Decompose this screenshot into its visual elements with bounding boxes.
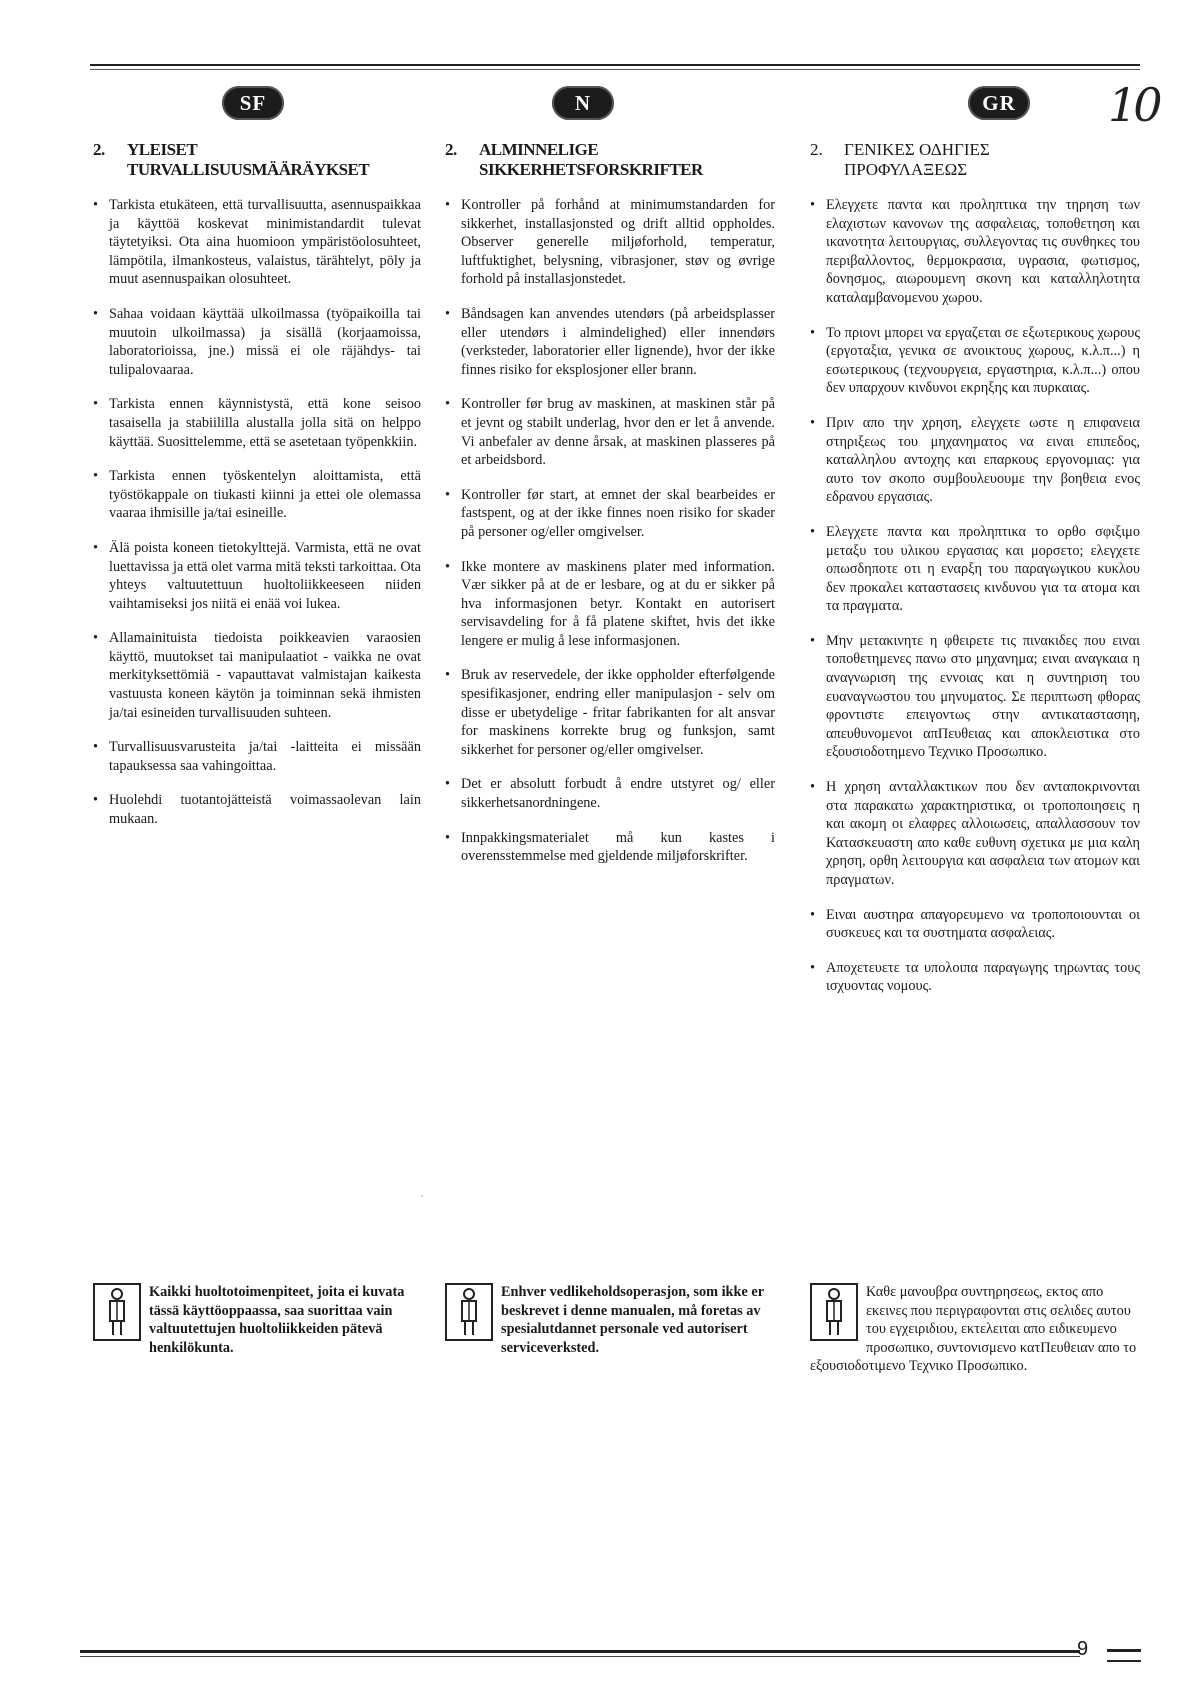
list-item: • Bruk av reservedele, der ikke oppholder efterfølgende spesifikasjoner, endring eller manipulasjon - selv om disse er ubetydelige - fritar fabrikanten for alt ansvar for maskinens korrekte brug og funksjon, samt sikkerhet for personer og/eller omgivelser.	[445, 666, 775, 759]
section-heading-gr	[810, 140, 1140, 180]
list-item: • Kontroller på forhånd at minimumstandarden for sikkerhet, installasjonsted og drift alltid oppholdes. Observer generelle miljøforhold, temperatur, luftfuktighet, belysning, vibrasjoner, støv og øvrige forhold på installasjonstedet.	[445, 196, 775, 289]
list-item: • Ειναι αυστηρα απαγορευμενο να τροποποιουνται οι συσκευες και τα συστηματα ασφαλειας.	[810, 906, 1140, 943]
list-item: • Μην μετακινητε η φθειρετε τις πινακιδες που ειναι τοποθετημενες πανω στο μηχανημα; ειναι αναγκαια η αναγνωριση της εννοιας και η συντηριση του ευαναγνωστου του μηνυματος. Σε περιπτωση φθορας φροντιστε επειγοντως στην αντικαταστασηη, απευθυνομενοι απΠευθειας και αποκλειστικα στο εξουσιοδοτημενο Τεχνικο Προσωπικο.	[810, 632, 1140, 762]
list-item: • Turvallisuusvarusteita ja/tai -laitteita ei missään tapauksessa saa vahingoittaa.	[93, 738, 421, 775]
list-item: • Huolehdi tuotantojätteistä voimassaolevan lain mukaan.	[93, 791, 421, 828]
bullet-list-n	[445, 196, 775, 866]
page-number-dash	[1107, 1649, 1141, 1662]
section-title-line1: ALMINNELIGE	[479, 140, 599, 159]
bottom-rule-thin	[80, 1656, 1080, 1657]
maintenance-note-gr	[810, 1283, 1140, 1376]
note-text: Kaikki huoltotoimenpiteet, joita ei kuvata tässä käyttöoppaassa, saa suorittaa vain valtuutettujen huoltoliikkeiden pätevä henkilökunta.	[149, 1284, 405, 1356]
bullet-list-sf	[93, 196, 421, 829]
list-item: • Tarkista etukäteen, että turvallisuutta, asennuspaikkaa ja käyttöä koskevat minimistandardit tulevat täytetyiksi. Ota aina huomioon ympäristöolosuhteet, lämpötila, ilmankosteus, valaistus, tärähtelyt, pöly ja muut asennuspaikan olosuhteet.	[93, 196, 421, 289]
language-badge-sf: SF	[222, 86, 284, 120]
maintenance-note-n	[445, 1283, 767, 1357]
bottom-rule	[80, 1650, 1080, 1653]
list-item: • Αποχετευετε τα υπολοιπα παραγωγης τηρωντας τους ισχυοντας νομους.	[810, 959, 1140, 996]
list-item: • Allamainituista tiedoista poikkeavien varaosien käyttö, muutokset tai manipulaatiot - vaikka ne ovat merkityksettömiä - vapauttavat valmistajan kaikesta vastuusta koneen käytön ja toiminnan sekä ihmisten ja/tai esineiden turvallisuuden suhteen.	[93, 629, 421, 722]
language-badge-n: N	[552, 86, 614, 120]
page-number: 9	[1077, 1638, 1089, 1660]
section-title-line2: SIKKERHETSFORSKRIFTER	[479, 160, 703, 179]
section-title	[127, 140, 369, 180]
maintenance-note-sf	[93, 1283, 415, 1357]
list-item: • Kontroller før brug av maskinen, at maskinen står på et jevnt og stabilt underlag, hvor den er let å anvende. Vi anbefaler av denne årsak, at maskinen plasseres på et arbeidsbord.	[445, 395, 775, 469]
column-sf	[93, 140, 421, 845]
list-item: • Η χρηση ανταλλακτικων που δεν ανταποκρινονται στα παρακατω χαρακτηριστικα, οι τροποποιησεις η και ακομη οι ελαφρες αλλοιωσεις, απαλλασσουν τον Κατασκευαστη απο καθε ευθυνη σχετικα με μια καλη χρηση, ορθη λειτουργια και ασφαλεια των ατομων και πραγματων.	[810, 778, 1140, 890]
list-item: • Älä poista koneen tietokylttejä. Varmista, että ne ovat luettavissa ja että olet varma mitä teksti tarkoittaa. Ota yhteys valtuutettuun huoltoliikkeeseen niiden vaihtamiseksi jos niitä ei enää voi lukea.	[93, 539, 421, 613]
top-rule-thin	[90, 69, 1140, 70]
section-heading-n	[445, 140, 775, 180]
list-item: • Båndsagen kan anvendes utendørs (på arbeidsplasser eller utendørs i almindelighed) eller innendørs (verksteder, laboratorier eller lignende), hvor der ikke finnes risiko for eksplosjoner eller brann.	[445, 305, 775, 379]
list-item: • Innpakkingsmaterialet må kun kastes i overensstemmelse med gjeldende miljøforskrifter.	[445, 829, 775, 866]
section-title	[844, 140, 990, 180]
section-title-line1: YLEISET	[127, 140, 198, 159]
section-title-line2: TURVALLISUUSMÄÄRÄYKSET	[127, 160, 370, 179]
section-title	[479, 140, 703, 180]
section-heading-sf	[93, 140, 421, 180]
list-item: • Ελεγχετε παντα και προληπτικα την τηρηση των ελαχιστων κανονων της ασφαλειας, τοποθετηση και ικανοτητα λειτουργιας, συλλεγοντας τις συνθηκες του περιβαλλοντος, θερμοκρασια, υγρασια, φωτισμος, δονησμος, αιωρουμενη σκονη και καταλληλοτητα καταλαμβανομενου χωρου.	[810, 196, 1140, 308]
handwritten-page-mark: 10	[1108, 78, 1159, 132]
maintenance-technician-icon	[445, 1283, 493, 1341]
list-item: • Tarkista ennen työskentelyn aloittamista, että työstökappale on tiukasti kiinni ja ettei ole olemassa vaaraa ihmisille ja/tai esineille.	[93, 467, 421, 523]
section-number: 2.	[93, 140, 105, 159]
column-n	[445, 140, 775, 882]
section-title-line1: ΓΕΝΙΚΕΣ ΟΔΗΓΙΕΣ	[844, 140, 990, 159]
note-text: Καθε μανουβρα συντηρησεως, εκτος απο εκεινες που περιγραφονται στις σελιδες αυτου του εγχειριδιου, εκτελειται απο ειδικευμενο προσωπικο, συντονισμενο κατΠευθειαν απο το εξουσιοδοτιμενο Τεχνικο Προσωπικο.	[810, 1284, 1137, 1375]
scan-mark: ˙	[420, 1192, 424, 1206]
section-number: 2.	[810, 140, 823, 159]
list-item: • Tarkista ennen käynnistystä, että kone seisoo tasaisella ja stabiililla alustalla jolla sitä on helppo käyttää. Suosittelemme, että se asetetaan työpenkkiin.	[93, 395, 421, 451]
maintenance-technician-icon	[93, 1283, 141, 1341]
section-number: 2.	[445, 140, 457, 159]
section-title-line2: ΠΡΟΦΥΛΑΞΕΩΣ	[844, 160, 968, 179]
bullet-list-gr	[810, 196, 1140, 996]
language-badge-gr: GR	[968, 86, 1030, 120]
list-item: • Πριν απο την χρηση, ελεγχετε ωστε η επιφανεια στηριξεως του μηχανηματος να ειναι επιπεδος, καταλληλου αντοχης και επαρκους εργονομιας: για αυτο τον σκοπο συμβουλευουμε την βοηθεια ενος εδρανου εργασιας.	[810, 414, 1140, 507]
maintenance-technician-icon	[810, 1283, 858, 1341]
list-item: • Sahaa voidaan käyttää ulkoilmassa (työpaikoilla tai muutoin ulkoilmassa) ja sisällä (korjaamoissa, laboratorioissa, jne.) missä ei ole räjähdys- tai tulipalovaaraa.	[93, 305, 421, 379]
top-rule	[90, 64, 1140, 66]
list-item: • Ikke montere av maskinens plater med information. Vær sikker på at de er lesbare, og at du er sikker på hva informasjonen betyr. Kontakt en autorisert servisavdeling for å få platene skiftet, hvis det ikke lengere er mulig å lese informasjonen.	[445, 558, 775, 651]
list-item: • Το πριονι μπορει να εργαζεται σε εξωτερικους χωρους (εργοταξια, γενικα σε ανοικτους χωρους, κ.λ.π...) η εσωτερικους (τεχνουργεια, εργαστηρια, κ.λ.π...) οπου δεν υπαρχουν κινδυνοι εκρηξης και πυρκαιας.	[810, 324, 1140, 398]
list-item: • Ελεγχετε παντα και προληπτικα το ορθο σφιξιμο μεταξυ του υλικου εργασιας και μορσετο; ελεγχετε οπωσδηποτε οτι η εναρξη του παραγωγικου κυκλου δεν προκαλει καταστασεις κινδυνου για τα ατομα και τα πραγματα.	[810, 523, 1140, 616]
list-item: • Det er absolutt forbudt å endre utstyret og/ eller sikkerhetsanordningene.	[445, 775, 775, 812]
column-gr	[810, 140, 1140, 1012]
note-text: Enhver vedlikeholdsoperasjon, som ikke er beskrevet i denne manualen, må foretas av spesialutdannet personale ved autorisert serviceverksted.	[501, 1284, 764, 1356]
list-item: • Kontroller før start, at emnet der skal bearbeides er fastspent, og at der ikke finnes noen risiko for skader på personer og/eller omgivelser.	[445, 486, 775, 542]
